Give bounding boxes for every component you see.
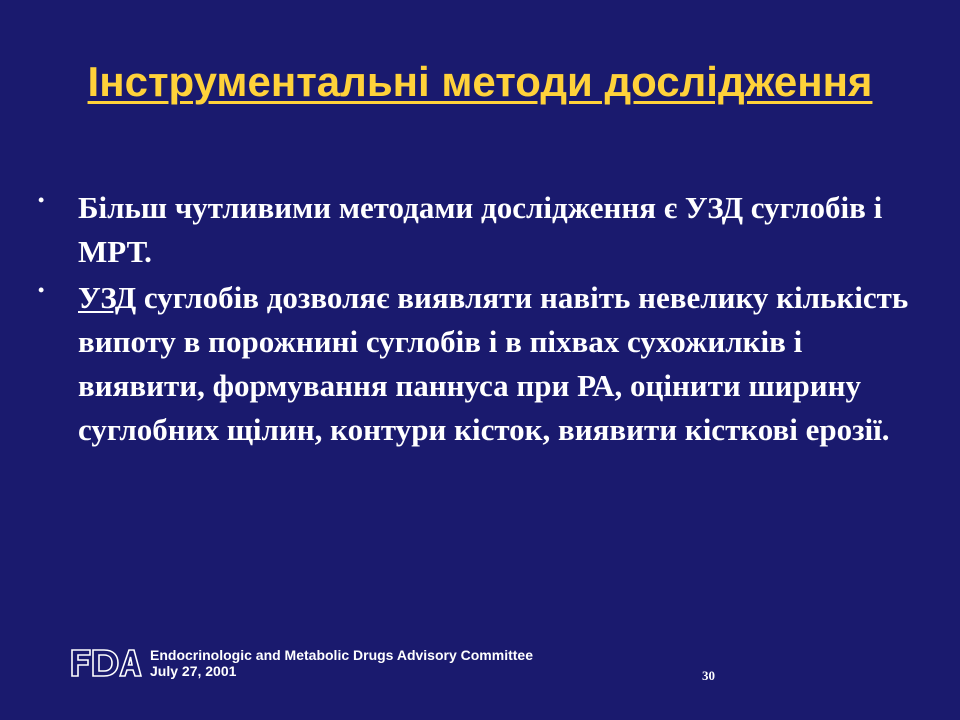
bullet-lead-term: УЗД	[78, 280, 137, 315]
bullet-dot-icon: •	[38, 190, 45, 210]
footer-text	[150, 647, 533, 679]
slide-title: Інструментальні методи дослідження	[87, 58, 873, 105]
bullet-text: Більш чутливими методами дослідження є УЗД суглобів і МРТ.	[78, 190, 883, 269]
fda-logo-icon	[70, 648, 142, 678]
footer-committee: Endocrinologic and Metabolic Drugs Advisory Committee	[150, 647, 533, 663]
bullet-dot-icon: •	[38, 280, 45, 300]
bullet-item-1	[36, 186, 916, 274]
bullet-list	[36, 186, 916, 454]
page-number: 30	[702, 668, 715, 683]
bullet-item-2	[36, 276, 916, 452]
footer-date: July 27, 2001	[150, 663, 237, 679]
bullet-text: суглобів дозволяє виявляти навіть невелику кількість випоту в порожнині суглобів і в піхвах сухожилків і виявити, формування паннуса при РА, оцінити ширину суглобних щілин, контури кісток, виявити кісткові ерозії.	[78, 280, 909, 447]
